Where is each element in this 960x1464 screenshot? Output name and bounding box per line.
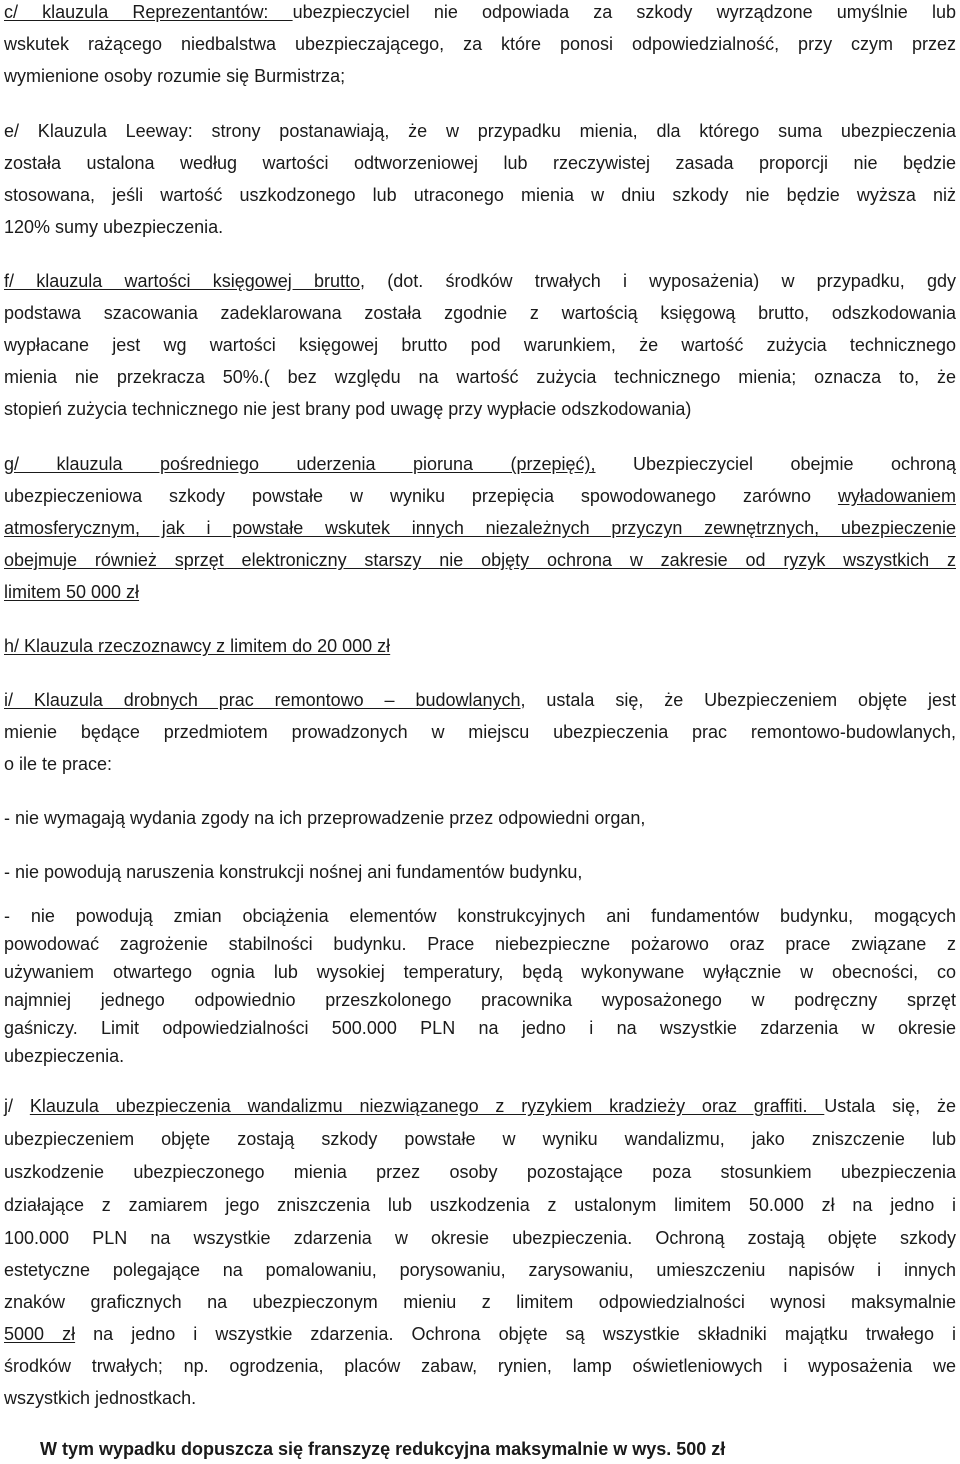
clause-f-line-1: f/ klauzula wartości księgowej brutto, (dot. środków trwałych i wyposażenia) w przypadku, gdy [4, 271, 956, 291]
clause-i-heading: i/ Klauzula drobnych prac remontowo – budowlanych [4, 690, 521, 710]
clause-j-line-4: działające z zamiarem jego zniszczenia lub uszkodzenia z ustalonym limitem 50.000 zł na jedno i [4, 1195, 956, 1215]
clause-f-line-3: wypłacane jest wg wartości księgowej brutto pod warunkiem, że wartość zużycia technicznego [4, 335, 956, 355]
clause-h-heading: h/ Klauzula rzeczoznawcy z limitem do 20 000 zł [4, 636, 391, 656]
clause-h-line-1 [4, 634, 956, 658]
clause-f-line-5: stopień zużycia technicznego nie jest brany pod uwagę przy wypłacie odszkodowania) [4, 399, 692, 419]
clause-e-line-3: stosowana, jeśli wartość uszkodzonego lub utraconego mienia w dniu szkody nie będzie wyższa niż [4, 185, 956, 205]
clause-j-line-2: ubezpieczeniem objęte zostają szkody powstałe w wyniku wandalizmu, jako zniszczenie lub [4, 1129, 956, 1149]
clause-j-line-9: środków trwałych; np. ogrodzenia, placów zabaw, rynien, lamp oświetleniowych i wyposażenia we [4, 1356, 956, 1376]
clause-e-line-4: 120% sumy ubezpieczenia. [4, 217, 224, 237]
clause-f-heading: f/ klauzula wartości księgowej brutto [4, 271, 361, 291]
clause-g-line-5: limitem 50 000 zł [4, 582, 140, 602]
clause-c-line-3: wymienione osoby rozumie się Burmistrza; [4, 66, 346, 86]
clause-g-line-4: obejmuje również sprzęt elektroniczny starszy nie objęty ochrona w zakresie od ryzyk wszystkich z [4, 550, 956, 570]
clause-j-line-10: wszystkich jednostkach. [4, 1388, 197, 1408]
clause-i-bullet-3-line-5: gaśniczy. Limit odpowiedzialności 500.000 PLN na jedno i na wszystkie zdarzenia w okresie [4, 1018, 956, 1038]
clause-i-bullet-3-line-1: - nie powodują zmian obciążenia elementów konstrukcyjnych ani fundamentów budynku, mogących [4, 906, 956, 926]
clause-f-line-2: podstawa szacowania zadeklarowana została zgodnie z wartością księgową brutto, odszkodowania [4, 303, 956, 323]
clause-j-line-3: uszkodzenie ubezpieczonego mienia przez osoby pozostające poza stosunkiem ubezpieczenia [4, 1162, 956, 1182]
clause-i-bullet-3-line-4: najmniej jednego odpowiednio przeszkolonego pracownika wyposażonego w podręczny sprzęt [4, 990, 956, 1010]
clause-j-line-7: znaków graficznych na ubezpieczonym mieniu z limitem odpowiedzialności wynosi maksymalnie [4, 1292, 956, 1312]
deductible-note: W tym wypadku dopuszcza się franszyzę redukcyjna maksymalnie w wys. 500 zł [40, 1439, 726, 1459]
clause-j-line-1: j/ Klauzula ubezpieczenia wandalizmu niezwiązanego z ryzykiem kradzieży oraz graffiti. Ustala się, że [4, 1096, 956, 1116]
clause-i-bullet-3-line-3: używaniem otwartego ognia lub wysokiej temperatury, będą wykonywane wyłącznie w obecności, co [4, 962, 956, 982]
clause-i-bullet-1: - nie wymagają wydania zgody na ich przeprowadzenie przez odpowiedni organ, [4, 808, 646, 828]
clause-c-line-2: wskutek rażącego niedbalstwa ubezpieczającego, za które ponosi odpowiedzialność, przy czym przez [4, 34, 956, 54]
clause-j-line-8: 5000 zł na jedno i wszystkie zdarzenia. Ochrona objęte są wszystkie składniki majątku trwałego i [4, 1324, 956, 1344]
clause-e-line-2: została ustalona według wartości odtworzeniowej lub rzeczywistej zasada proporcji nie będzie [4, 153, 956, 173]
clause-i-line-2: mienie będące przedmiotem prowadzonych w miejscu ubezpieczenia prac remontowo-budowlanych, [4, 722, 956, 742]
clause-g-heading: g/ klauzula pośredniego uderzenia pioruna (przepięć), [4, 454, 596, 474]
clause-j-line-6: estetyczne polegające na pomalowaniu, porysowaniu, zarysowaniu, umieszczeniu napisów i innych [4, 1260, 956, 1280]
clause-g-line-2: ubezpieczeniowa szkody powstałe w wyniku przepięcia spowodowanego zarówno wyładowaniem [4, 486, 956, 506]
clause-g-line-1: g/ klauzula pośredniego uderzenia pioruna (przepięć), Ubezpieczyciel obejmie ochroną [4, 454, 956, 474]
clause-c-heading: c/ klauzula Reprezentantów: [4, 2, 293, 22]
clause-i-line-3: o ile te prace: [4, 754, 113, 774]
clause-e-line-1: e/ Klauzula Leeway: strony postanawiają, że w przypadku mienia, dla którego suma ubezpieczenia [4, 121, 956, 141]
clause-i-bullet-3-line-2: powodować zagrożenie stabilności budynku. Prace niebezpieczne pożarowo oraz prace związane z [4, 934, 956, 954]
clause-i-bullet-3-line-6: ubezpieczenia. [4, 1046, 125, 1066]
clause-i-line-1: i/ Klauzula drobnych prac remontowo – budowlanych, ustala się, że Ubezpieczeniem objęte jest [4, 690, 956, 710]
clause-j-heading: Klauzula ubezpieczenia wandalizmu niezwiązanego z ryzykiem kradzieży oraz graffiti. [29, 1096, 825, 1116]
clause-i-bullet-2: - nie powodują naruszenia konstrukcji nośnej ani fundamentów budynku, [4, 862, 583, 882]
clause-j-line-5: 100.000 PLN na wszystkie zdarzenia w okresie ubezpieczenia. Ochroną zostają objęte szkody [4, 1228, 956, 1248]
clause-f-line-4: mienia nie przekracza 50%.( bez względu na wartość zużycia technicznego mienia; oznacza to, że [4, 367, 956, 387]
clause-c-line-1: c/ klauzula Reprezentantów: ubezpieczyciel nie odpowiada za szkody wyrządzone umyślnie lub [4, 2, 956, 22]
clause-g-line-3: atmosferycznym, jak i powstałe wskutek innych niezależnych przyczyn zewnętrznych, ubezpieczenie [4, 518, 956, 538]
